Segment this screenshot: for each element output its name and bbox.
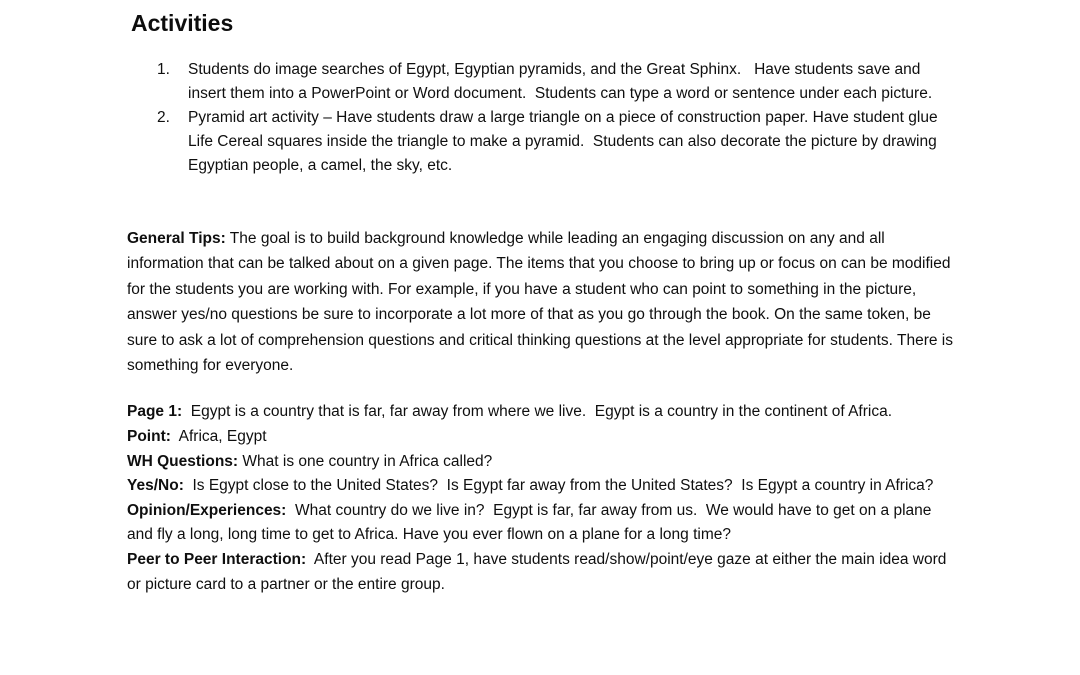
section-label: WH Questions:	[127, 452, 239, 470]
list-item-text: Students do image searches of Egypt, Egyptian pyramids, and the Great Sphinx. Have students save and insert them into a PowerPoint or Word document. Students can type a word or sentence under each picture.	[188, 61, 933, 102]
section-label: Page 1:	[127, 403, 183, 421]
page-title: Activities	[131, 10, 234, 36]
section-line	[127, 499, 957, 548]
list-item-number: 1.	[157, 61, 170, 78]
section-text: Is Egypt close to the United States? Is Egypt far away from the United States? Is Egypt a country in Africa?	[183, 477, 934, 495]
document-page	[127, 10, 957, 597]
section-label: Yes/No:	[127, 477, 184, 495]
section-line	[127, 474, 957, 499]
list-item-number: 2.	[157, 109, 170, 126]
section-line	[127, 548, 957, 597]
section-label: Opinion/Experiences:	[127, 501, 287, 519]
general-tips-label: General Tips:	[127, 230, 226, 247]
list-item	[127, 58, 957, 106]
section-line	[127, 400, 957, 425]
page1-section	[127, 400, 957, 597]
section-label: Peer to Peer Interaction:	[127, 551, 307, 568]
section-text: What is one country in Africa called?	[238, 452, 493, 470]
section-text: Egypt is a country that is far, far away from where we live. Egypt is a country in the continent of Africa.	[182, 403, 893, 421]
section-text: After you read Page 1, have students read/show/point/eye gaze at either the main idea word or picture card to a partner or the entire group.	[127, 551, 951, 593]
activities-list	[127, 58, 957, 178]
general-tips-text: The goal is to build background knowledge while leading an engaging discussion on any and all information that can be talked about on a given page. The items that you choose to bring up or focus on can be modified for the students you are working with. For example, if you have a student who can point to something in the picture, answer yes/no questions be sure to incorporate a lot more of that as you go through the book. On the same token, be sure to ask a lot of comprehension questions and critical thinking questions at the level appropriate for students. There is something for everyone.	[127, 230, 958, 375]
list-item-text: Pyramid art activity – Have students draw a large triangle on a piece of construction paper. Have student glue Life Cereal squares inside the triangle to make a pyramid. Students can also decorate the picture by drawing Egyptian people, a camel, the sky, etc.	[188, 109, 942, 174]
list-item	[127, 106, 957, 178]
section-label: Point:	[127, 428, 171, 446]
section-line	[127, 450, 957, 475]
section-text: Africa, Egypt	[170, 428, 267, 446]
general-tips-paragraph	[127, 226, 957, 378]
section-line	[127, 425, 957, 450]
section-text: What country do we live in? Egypt is far, far away from us. We would have to get on a plane and fly a long, long time to get to Africa. Have you ever flown on a plane for a long time?	[127, 501, 936, 544]
